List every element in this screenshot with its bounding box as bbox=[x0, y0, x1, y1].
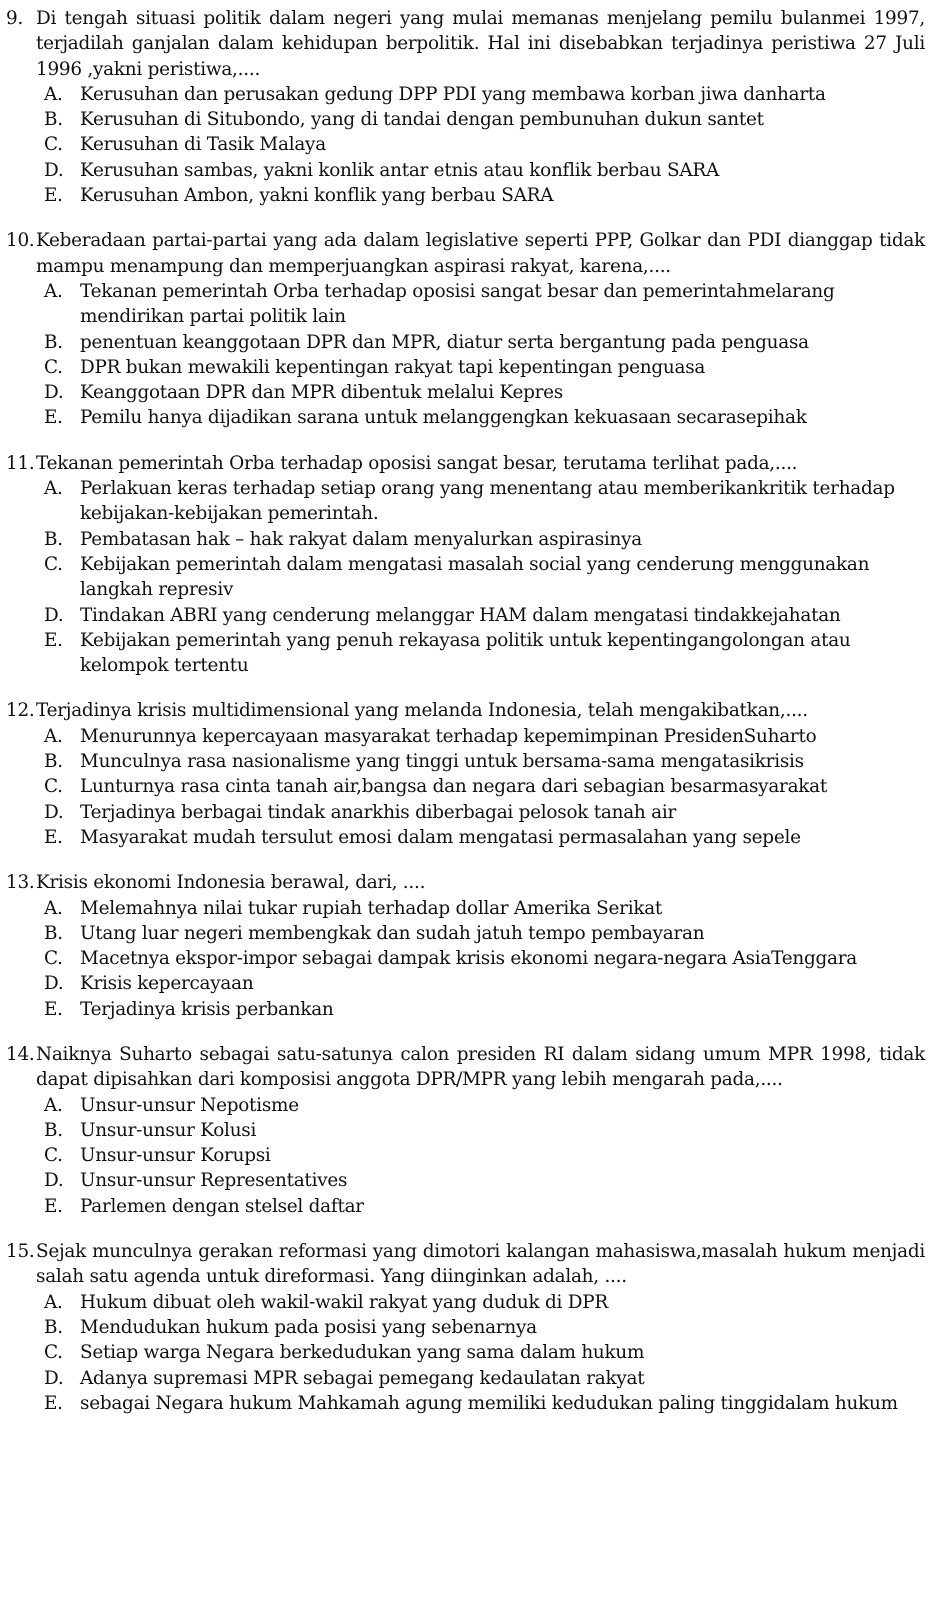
question-15 bbox=[6, 1239, 925, 1416]
option-letter: E. bbox=[44, 407, 63, 429]
option-letter: B. bbox=[44, 109, 63, 131]
option-letter: A. bbox=[44, 1094, 63, 1116]
answer-option bbox=[6, 1290, 925, 1315]
question-number: 12. bbox=[6, 700, 35, 722]
option-letter: E. bbox=[44, 1195, 63, 1217]
option-letter: A. bbox=[44, 897, 63, 919]
option-letter: B. bbox=[44, 1119, 63, 1141]
option-text: Perlakuan keras terhadap setiap orang yang menentang atau memberikankritik terhadap kebijakan-kebijakan pemerintah. bbox=[80, 478, 895, 525]
option-text: Kerusuhan di Situbondo, yang di tandai dengan pembunuhan dukun santet bbox=[80, 109, 764, 131]
answer-option bbox=[6, 603, 925, 628]
option-text: Pembatasan hak – hak rakyat dalam menyalurkan aspirasinya bbox=[80, 528, 642, 550]
question-14 bbox=[6, 1042, 925, 1219]
option-letter: A. bbox=[44, 280, 63, 302]
option-letter: D. bbox=[44, 382, 64, 404]
answer-options bbox=[6, 724, 925, 850]
answer-options bbox=[6, 896, 925, 1022]
answer-option bbox=[6, 1340, 925, 1365]
option-letter: C. bbox=[44, 553, 63, 575]
answer-option bbox=[6, 405, 925, 430]
answer-option bbox=[6, 997, 925, 1022]
answer-options bbox=[6, 279, 925, 431]
option-letter: E. bbox=[44, 1392, 63, 1414]
option-text: Kerusuhan sambas, yakni konlik antar etnis atau konflik berbau SARA bbox=[80, 159, 719, 181]
question-number: 13. bbox=[6, 872, 35, 894]
option-letter: B. bbox=[44, 751, 63, 773]
option-text: DPR bukan mewakili kepentingan rakyat tapi kepentingan penguasa bbox=[80, 356, 706, 378]
question-13 bbox=[6, 870, 925, 1022]
answer-option bbox=[6, 1143, 925, 1168]
answer-options bbox=[6, 82, 925, 208]
answer-option bbox=[6, 552, 925, 603]
question-text: Keberadaan partai-partai yang ada dalam legislative seperti PPP, Golkar dan PDI dianggap tidak mampu menampung dan memperjuangkan aspirasi rakyat, karena,.... bbox=[36, 230, 925, 277]
option-text: Tindakan ABRI yang cenderung melanggar HAM dalam mengatasi tindakkejahatan bbox=[80, 604, 841, 626]
option-text: Adanya supremasi MPR sebagai pemegang kedaulatan rakyat bbox=[80, 1367, 645, 1389]
option-letter: C. bbox=[44, 356, 63, 378]
question-number: 9. bbox=[6, 8, 24, 29]
option-letter: B. bbox=[44, 922, 63, 944]
answer-option bbox=[6, 82, 925, 107]
answer-option bbox=[6, 724, 925, 749]
answer-option bbox=[6, 921, 925, 946]
option-text: Lunturnya rasa cinta tanah air,bangsa dan negara dari sebagian besarmasyarakat bbox=[80, 776, 828, 798]
answer-option bbox=[6, 946, 925, 971]
option-letter: B. bbox=[44, 528, 63, 550]
answer-options bbox=[6, 1093, 925, 1219]
question-text: Naiknya Suharto sebagai satu-satunya calon presiden RI dalam sidang umum MPR 1998, tidak dapat dipisahkan dari komposisi anggota DPR/MPR yang lebih mengarah pada,.... bbox=[36, 1043, 925, 1091]
option-letter: B. bbox=[44, 331, 63, 353]
question-9 bbox=[6, 6, 925, 208]
option-letter: C. bbox=[44, 1342, 63, 1364]
option-text: sebagai Negara hukum Mahkamah agung memiliki kedudukan paling tinggidalam hukum bbox=[80, 1392, 898, 1414]
option-text: Keanggotaan DPR dan MPR dibentuk melalui Kepres bbox=[80, 382, 563, 404]
answer-option bbox=[6, 183, 925, 208]
question-text: Sejak munculnya gerakan reformasi yang dimotori kalangan mahasiswa,masalah hukum menjadi salah satu agenda untuk direformasi. Yang diinginkan adalah, .... bbox=[36, 1241, 925, 1288]
answer-option bbox=[6, 1391, 925, 1416]
answer-option bbox=[6, 330, 925, 355]
answer-options bbox=[6, 1290, 925, 1416]
answer-option bbox=[6, 749, 925, 774]
option-letter: C. bbox=[44, 134, 63, 156]
question-stem bbox=[6, 698, 925, 723]
answer-option bbox=[6, 107, 925, 132]
answer-option bbox=[6, 158, 925, 183]
option-letter: D. bbox=[44, 1367, 64, 1389]
option-text: Kerusuhan di Tasik Malaya bbox=[80, 134, 326, 156]
option-letter: E. bbox=[44, 998, 63, 1020]
answer-option bbox=[6, 1194, 925, 1219]
question-11 bbox=[6, 451, 925, 679]
option-text: Terjadinya krisis perbankan bbox=[80, 998, 334, 1020]
answer-option bbox=[6, 380, 925, 405]
answer-option bbox=[6, 971, 925, 996]
option-letter: A. bbox=[44, 83, 63, 105]
option-text: Kebijakan pemerintah yang penuh rekayasa politik untuk kepentingangolongan atau kelompok tertentu bbox=[80, 629, 851, 677]
option-text: Unsur-unsur Korupsi bbox=[80, 1145, 271, 1167]
option-text: Kerusuhan dan perusakan gedung DPP PDI yang membawa korban jiwa danharta bbox=[80, 83, 826, 105]
question-stem bbox=[6, 1239, 925, 1290]
option-letter: B. bbox=[44, 1316, 63, 1338]
question-text: Krisis ekonomi Indonesia berawal, dari, .... bbox=[36, 872, 426, 894]
option-text: penentuan keanggotaan DPR dan MPR, diatur serta bergantung pada penguasa bbox=[80, 331, 809, 353]
option-letter: C. bbox=[44, 776, 63, 798]
answer-option bbox=[6, 825, 925, 850]
question-number: 15. bbox=[6, 1241, 35, 1263]
question-text: Di tengah situasi politik dalam negeri yang mulai memanas menjelang pemilu bulanmei 1997, terjadilah ganjalan dalam kehidupan berpolitik. Hal ini disebabkan terjadinya peristiwa 27 Juli 1996 ,yakni peristiwa,.... bbox=[36, 8, 925, 80]
option-text: Mendudukan hukum pada posisi yang sebenarnya bbox=[80, 1316, 537, 1338]
option-letter: E. bbox=[44, 826, 63, 848]
question-stem bbox=[6, 1042, 925, 1093]
option-text: Utang luar negeri membengkak dan sudah jatuh tempo pembayaran bbox=[80, 922, 705, 944]
question-number: 10. bbox=[6, 230, 35, 252]
answer-option bbox=[6, 476, 925, 527]
option-text: Unsur-unsur Representatives bbox=[80, 1170, 348, 1192]
answer-option bbox=[6, 628, 925, 679]
answer-option bbox=[6, 1315, 925, 1340]
option-text: Kebijakan pemerintah dalam mengatasi masalah social yang cenderung menggunakan langkah represiv bbox=[80, 553, 870, 601]
question-10 bbox=[6, 228, 925, 430]
option-letter: D. bbox=[44, 1170, 64, 1192]
option-letter: D. bbox=[44, 973, 64, 995]
option-letter: C. bbox=[44, 948, 63, 970]
answer-option bbox=[6, 527, 925, 552]
answer-option bbox=[6, 896, 925, 921]
option-text: Unsur-unsur Kolusi bbox=[80, 1119, 257, 1141]
answer-option bbox=[6, 1168, 925, 1193]
option-text: Masyarakat mudah tersulut emosi dalam mengatasi permasalahan yang sepele bbox=[80, 826, 801, 848]
option-text: Kerusuhan Ambon, yakni konflik yang berbau SARA bbox=[80, 185, 554, 207]
option-letter: D. bbox=[44, 801, 64, 823]
question-12 bbox=[6, 698, 925, 850]
option-text: Pemilu hanya dijadikan sarana untuk melanggengkan kekuasaan secarasepihak bbox=[80, 407, 807, 429]
question-text: Tekanan pemerintah Orba terhadap oposisi sangat besar, terutama terlihat pada,.... bbox=[36, 452, 798, 474]
answer-option bbox=[6, 1118, 925, 1143]
question-stem bbox=[6, 228, 925, 279]
answer-option bbox=[6, 355, 925, 380]
answer-option bbox=[6, 800, 925, 825]
question-number: 14. bbox=[6, 1043, 35, 1065]
option-text: Tekanan pemerintah Orba terhadap oposisi sangat besar dan pemerintahmelarang mendirikan partai politik lain bbox=[80, 280, 835, 328]
option-text: Melemahnya nilai tukar rupiah terhadap dollar Amerika Serikat bbox=[80, 897, 663, 919]
question-number: 11. bbox=[6, 452, 35, 474]
option-letter: A. bbox=[44, 1291, 63, 1313]
option-letter: E. bbox=[44, 629, 63, 651]
option-letter: D. bbox=[44, 604, 64, 626]
question-stem bbox=[6, 451, 925, 476]
option-letter: A. bbox=[44, 478, 63, 500]
answer-option bbox=[6, 279, 925, 330]
answer-option bbox=[6, 1366, 925, 1391]
option-text: Parlemen dengan stelsel daftar bbox=[80, 1195, 364, 1217]
answer-option bbox=[6, 132, 925, 157]
answer-options bbox=[6, 476, 925, 678]
option-text: Setiap warga Negara berkedudukan yang sama dalam hukum bbox=[80, 1342, 645, 1364]
question-text: Terjadinya krisis multidimensional yang melanda Indonesia, telah mengakibatkan,.... bbox=[36, 700, 808, 722]
option-text: Krisis kepercayaan bbox=[80, 973, 254, 995]
option-text: Menurunnya kepercayaan masyarakat terhadap kepemimpinan PresidenSuharto bbox=[80, 725, 817, 747]
answer-option bbox=[6, 1093, 925, 1118]
answer-option bbox=[6, 774, 925, 799]
option-text: Hukum dibuat oleh wakil-wakil rakyat yang duduk di DPR bbox=[80, 1291, 608, 1313]
option-letter: C. bbox=[44, 1145, 63, 1167]
question-stem bbox=[6, 870, 925, 895]
option-letter: D. bbox=[44, 159, 64, 181]
option-letter: A. bbox=[44, 725, 63, 747]
option-letter: E. bbox=[44, 185, 63, 207]
option-text: Terjadinya berbagai tindak anarkhis diberbagai pelosok tanah air bbox=[80, 801, 676, 823]
option-text: Macetnya ekspor-impor sebagai dampak krisis ekonomi negara-negara AsiaTenggara bbox=[80, 948, 857, 970]
option-text: Munculnya rasa nasionalisme yang tinggi untuk bersama-sama mengatasikrisis bbox=[80, 751, 804, 773]
option-text: Unsur-unsur Nepotisme bbox=[80, 1094, 299, 1116]
question-stem bbox=[6, 6, 925, 82]
